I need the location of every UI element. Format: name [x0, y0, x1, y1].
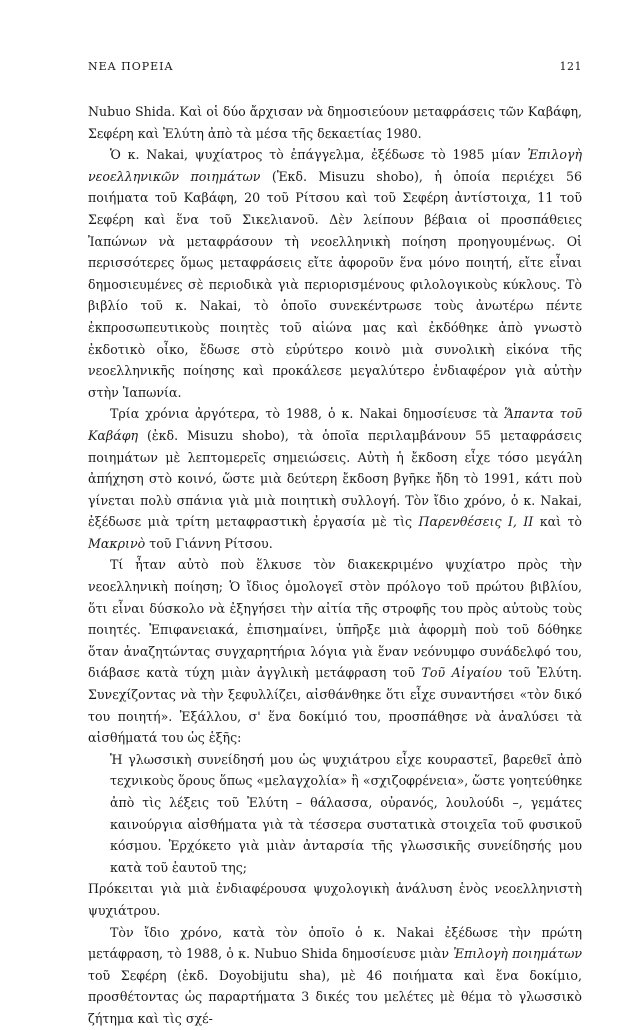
paragraph-text: καὶ τὸ	[533, 514, 582, 530]
paragraph	[88, 554, 582, 748]
body-text	[88, 101, 582, 1030]
book-title: Ἅπαντα τοῦ Καβάφη	[88, 406, 582, 443]
book-title: Ἐπιλογὴ νεοελληνικῶν ποιημάτων	[88, 147, 582, 184]
paragraph-text: (Ἐκδ. Misuzu shobo), ἡ ὁποία περιέχει 56 ποιήματα τοῦ Καβάφη, 20 τοῦ Ρίτσου καὶ τοῦ Σεφέρη ἀντίστοιχα, 11 τοῦ Σεφέρη καὶ ἕνα τοῦ Σικελιανοῦ. Δὲν λείπουν βέβαια οἱ προσπάθειες Ἰαπώνων νὰ μεταφράσουν τὴ νεοελληνικὴ ποίηση προηγουμένως. Οἱ περισσότερες ὅμως μεταφράσεις εἴτε ἀφοροῦν ἕνα μόνο ποιητή, εἴτε εἶναι δημοσιευμένες σὲ περιοδικὰ γιὰ περιορισμένους φιλολογικοὺς κύκλους. Τὸ βιβλίο τοῦ κ. Nakai, τὸ ὁποῖο συνεκέντρωσε τοὺς ἀνωτέρω πέντε ἐκπροσωπευτικοὺς ποιητὲς τοῦ αἰώνα μας καὶ ἐκδόθηκε ἀπὸ γνωστὸ ἐκδοτικὸ οἶκο, ἔδωσε στὸ εὐρύτερο κοινὸ μιὰ συνολικὴ εἰκόνα τῆς νεοελληνικῆς ποίησης καὶ προκάλεσε μεγαλύτερο ἐνδιαφέρον γιὰ αὐτὴν στὴν Ἰαπωνία.	[88, 168, 582, 400]
paragraph-text: τοῦ Γιάννη Ρίτσου.	[145, 535, 273, 551]
paragraph-text: Nubuo Shida. Καὶ οἱ δύο ἄρχισαν νὰ δημοσιεύουν μεταφράσεις τῶν Καβάφη, Σεφέρη καὶ Ἐλύτη ἀπὸ τὰ μέσα τῆς δεκαετίας 1980.	[88, 104, 582, 141]
paragraph-text: τοῦ Σεφέρη (ἐκδ. Doyobijutu sha), μὲ 46 ποιήματα καὶ ἕνα δοκίμιο, προσθέτοντας ὡς παραρτήματα 3 δικές του μελέτες μὲ θέμα τὸ γλωσσικὸ ζήτημα καὶ τὶς σχέ-	[88, 967, 582, 1026]
paragraph	[88, 922, 582, 1030]
running-header	[88, 60, 582, 73]
paragraph-text: Πρόκειται γιὰ μιὰ ἐνδιαφέρουσα ψυχολογικὴ ἀνάλυση ἑνὸς νεοελληνιστὴ ψυχιάτρου.	[88, 881, 582, 918]
book-title: Παρενθέσεις Ι, ΙΙ	[418, 514, 534, 530]
paragraph-text: τοῦ Ἐλύτη. Συνεχίζοντας νὰ τὴν ξεφυλλίζει, αἰσθάνθηκε ὅτι εἶχε συναντήσει «τὸν δικό του ποιητή». Ἐξάλλου, σ' ἕνα δοκίμιό του, προσπάθησε νὰ ἀναλύσει τὰ αἰσθήματά του ὡς ἑξῆς:	[88, 665, 583, 746]
paragraph	[88, 144, 582, 403]
paragraph-text: Τί ἦταν αὐτὸ ποὺ ἕλκυσε τὸν διακεκριμένο ψυχίατρο πρὸς τὴν νεοελληνικὴ ποίηση; Ὁ ἴδιος ὁμολογεῖ στὸν πρόλογο τοῦ πρώτου βιβλίου, ὅτι εἶναι δύσκολο νὰ ἐξηγήσει τὴν αἰτία τῆς στροφῆς του πρὸς αὐτοὺς τοὺς ποιητές. Ἐπιφανειακά, ἐπισημαίνει, ὑπῆρξε μιὰ ἀφορμὴ ποὺ τοῦ δόθηκε ὅταν ἀναζητώντας συγχαρητήρια λόγια γιὰ ἕναν νεόνυμφο συνάδελφό του, διάβασε κατὰ τύχη μιὰν ἀγγλικὴ μετάφραση τοῦ	[88, 557, 582, 681]
paragraph-text: Ὁ κ. Nakai, ψυχίατρος τὸ ἐπάγγελμα, ἐξέδωσε τὸ 1985 μίαν	[110, 147, 528, 163]
block-quote	[110, 749, 582, 879]
book-title: Μακρινὸ	[88, 535, 146, 551]
book-title: Τοῦ Αἰγαίου	[421, 665, 502, 681]
paragraph-continuation	[88, 101, 582, 144]
running-title: ΝΕΑ ΠΟΡΕΙΑ	[88, 60, 174, 73]
paragraph-text: (ἐκδ. Misuzu shobo), τὰ ὁποῖα περιλαμβάνουν 55 μεταφράσεις ποιημάτων μὲ λεπτομερεῖς σημειώσεις. Αὐτὴ ἡ ἔκδοση εἶχε τόσο μεγάλη ἀπήχηση στὸ κοινό, ὥστε μιὰ δεύτερη ἔκδοση βγῆκε ἤδη τὸ 1991, κάτι ποὺ γίνεται πολὺ σπάνια γιὰ μιὰ ποιητικὴ συλλογή. Τὸν ἴδιο χρόνο, ὁ κ. Nakai, ἐξέδωσε μιὰ τρίτη μεταφραστικὴ ἐργασία μὲ τὶς	[88, 427, 582, 530]
paragraph-text: Τὸν ἴδιο χρόνο, κατὰ τὸν ὁποῖο ὁ κ. Nakai ἐξέδωσε τὴν πρώτη μετάφραση, τὸ 1988, ὁ κ. Nubuo Shida δημοσίευσε μιὰν	[88, 924, 582, 962]
paragraph-text: Τρία χρόνια ἀργότερα, τὸ 1988, ὁ κ. Nakai δημοσίευσε τὰ	[110, 406, 505, 422]
page-number: 121	[559, 60, 582, 73]
book-title: Ἐπιλογὴ ποιημάτων	[453, 946, 582, 962]
quote-text: Ἡ γλωσσικὴ συνείδησή μου ὡς ψυχιάτρου εἶχε κουραστεῖ, βαρεθεῖ ἀπὸ τεχνικοὺς ὅρους ὅπως «μελαγχολία» ἢ «σχιζοφρένεια», ὥστε γοητεύθηκε ἀπὸ τὶς λέξεις τοῦ Ἐλύτη – θάλασσα, οὐρανός, λουλούδι –, γεμάτες καινούργια αἰσθήματα γιὰ τὰ τέσσερα συστατικὰ στοιχεῖα τοῦ φυσικοῦ κόσμου. Ἐρχόκετο γιὰ μιὰν ἀνταρσία τῆς γλωσσικῆς συνείδησής μου κατὰ τοῦ ἑαυτοῦ της;	[110, 751, 582, 875]
paragraph	[88, 878, 582, 921]
paragraph	[88, 403, 582, 554]
